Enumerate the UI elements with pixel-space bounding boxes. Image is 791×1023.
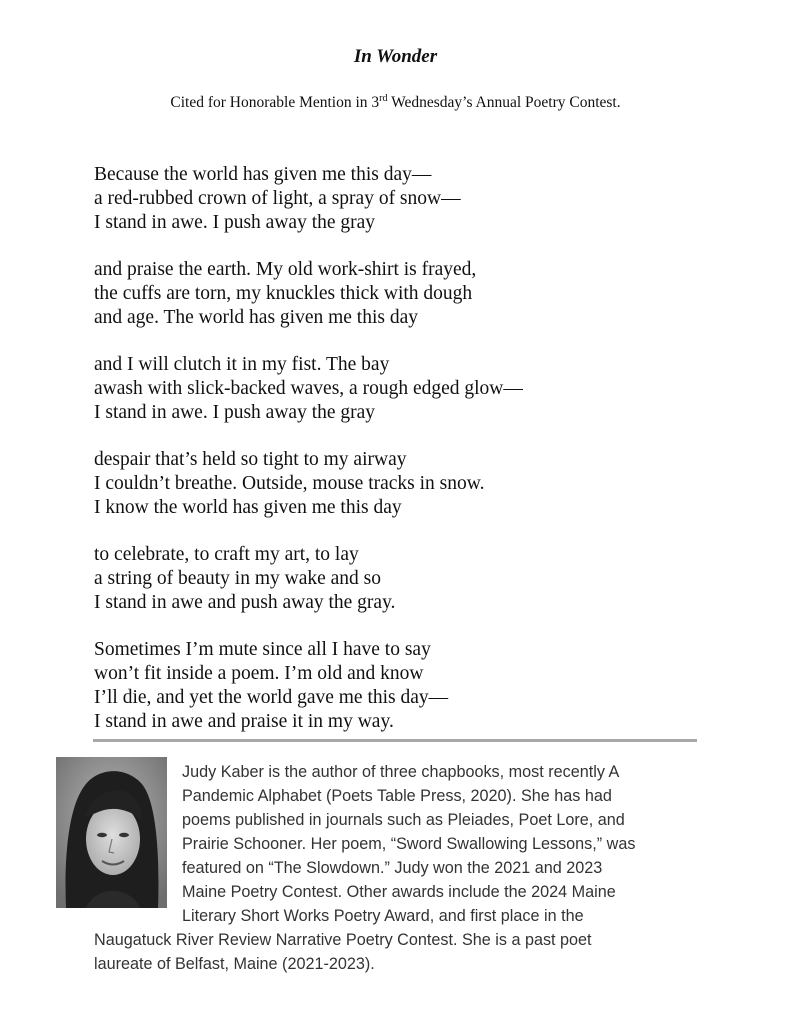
bio-line: Maine Poetry Contest. Other awards include the 2024 Maine — [182, 883, 616, 901]
poem-line: I stand in awe and praise it in my way. — [94, 711, 394, 732]
poem-line: I stand in awe. I push away the gray — [94, 212, 376, 233]
poem-line: a red-rubbed crown of light, a spray of snow— — [94, 188, 461, 209]
bio-line: Naugatuck River Review Narrative Poetry Contest. She is a past poet — [94, 931, 592, 949]
poem-line: and praise the earth. My old work-shirt is frayed, — [94, 259, 477, 280]
stanza — [94, 353, 714, 425]
poem-line: I know the world has given me this day — [94, 497, 402, 518]
poem-line: I’ll die, and yet the world gave me this day— — [94, 687, 449, 708]
poem-line: I stand in awe. I push away the gray — [94, 402, 376, 423]
bio-line: Pandemic Alphabet (Poets Table Press, 2020). She has had — [182, 787, 612, 805]
subtitle-pre: Cited for Honorable Mention in 3 — [170, 94, 380, 112]
author-portrait-image — [56, 757, 167, 908]
author-photo — [56, 757, 167, 908]
poem-line: I stand in awe and push away the gray. — [94, 592, 396, 613]
bio-line: Prairie Schooner. Her poem, “Sword Swallowing Lessons,” was — [182, 835, 636, 853]
poem-line: to celebrate, to craft my art, to lay — [94, 544, 359, 565]
subtitle-post: Wednesday’s Annual Poetry Contest. — [387, 94, 621, 112]
poem-line: and I will clutch it in my fist. The bay — [94, 354, 390, 375]
poem-line: a string of beauty in my wake and so — [94, 568, 382, 589]
poem-line: Sometimes I’m mute since all I have to say — [94, 639, 431, 660]
bio-line: laureate of Belfast, Maine (2021-2023). — [94, 955, 375, 973]
stanza — [94, 258, 714, 330]
poem-line: and age. The world has given me this day — [94, 307, 419, 328]
poem-line: despair that’s held so tight to my airway — [94, 449, 407, 470]
poem-body — [94, 163, 714, 757]
stanza — [94, 163, 714, 235]
stanza — [94, 638, 714, 734]
divider — [93, 739, 697, 742]
poem-line: awash with slick-backed waves, a rough edged glow— — [94, 378, 523, 399]
bio-line: poems published in journals such as Pleiades, Poet Lore, and — [182, 811, 625, 829]
subtitle — [0, 93, 791, 112]
stanza — [94, 543, 714, 615]
bio-line: Judy Kaber is the author of three chapbooks, most recently A — [182, 763, 620, 781]
poem-title: In Wonder — [353, 46, 438, 67]
bio-line: Literary Short Works Poetry Award, and first place in the — [182, 907, 584, 925]
poem-line: the cuffs are torn, my knuckles thick with dough — [94, 283, 473, 304]
poem-line: won’t fit inside a poem. I’m old and know — [94, 663, 424, 684]
poem-line: Because the world has given me this day— — [94, 164, 432, 185]
poem-line: I couldn’t breathe. Outside, mouse tracks in snow. — [94, 473, 485, 494]
stanza — [94, 448, 714, 520]
subtitle-superscript: rd — [379, 93, 388, 104]
bio-line: featured on “The Slowdown.” Judy won the 2021 and 2023 — [182, 859, 603, 877]
